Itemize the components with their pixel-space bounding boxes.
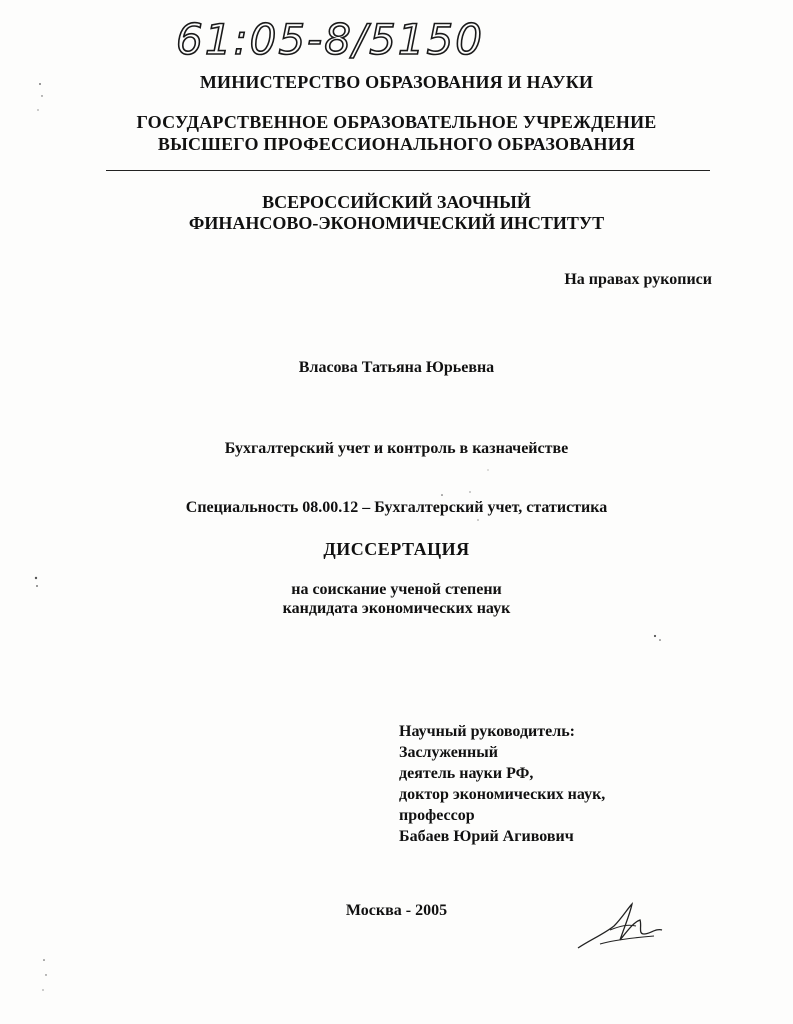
header-divider: [106, 170, 710, 171]
supervisor-line: доктор экономических наук,: [399, 786, 606, 803]
rights-note: На правах рукописи: [564, 271, 712, 288]
handwritten-catalog-number-text: 61:05-8/5150: [176, 15, 484, 64]
university-line-1: ВСЕРОССИЙСКИЙ ЗАОЧНЫЙ: [262, 192, 531, 212]
supervisor-line: Бабаев Юрий Агивович: [399, 828, 574, 845]
institution-line-2: ВЫСШЕГО ПРОФЕССИОНАЛЬНОГО ОБРАЗОВАНИЯ: [157, 134, 636, 154]
institution-line-1: ГОСУДАРСТВЕННОЕ ОБРАЗОВАТЕЛЬНОЕ УЧРЕЖДЕНИЕ: [136, 112, 657, 132]
handwritten-catalog-number: [172, 8, 484, 68]
degree-line-1: на соискание ученой степени: [291, 581, 502, 598]
author-name: Власова Татьяна Юрьевна: [298, 359, 495, 376]
supervisor-line: деятель науки РФ,: [399, 765, 534, 782]
university-line-2: ФИНАНСОВО-ЭКОНОМИЧЕСКИЙ ИНСТИТУТ: [188, 213, 605, 233]
supervisor-line: Научный руководитель:: [399, 723, 575, 740]
degree-line-2: кандидата экономических наук: [282, 600, 511, 617]
ministry-name: МИНИСТЕРСТВО ОБРАЗОВАНИЯ И НАУКИ: [199, 72, 594, 92]
dissertation-topic: Бухгалтерский учет и контроль в казначействе: [224, 440, 569, 457]
supervisor-line: Заслуженный: [399, 744, 498, 761]
handwritten-signature: [570, 900, 670, 960]
document-type: ДИССЕРТАЦИЯ: [323, 539, 470, 559]
specialty: Специальность 08.00.12 – Бухгалтерский учет, статистика: [185, 499, 608, 516]
supervisor-line: профессор: [399, 807, 475, 824]
city-year: Москва - 2005: [345, 902, 448, 919]
supervisor-block: [399, 721, 605, 847]
